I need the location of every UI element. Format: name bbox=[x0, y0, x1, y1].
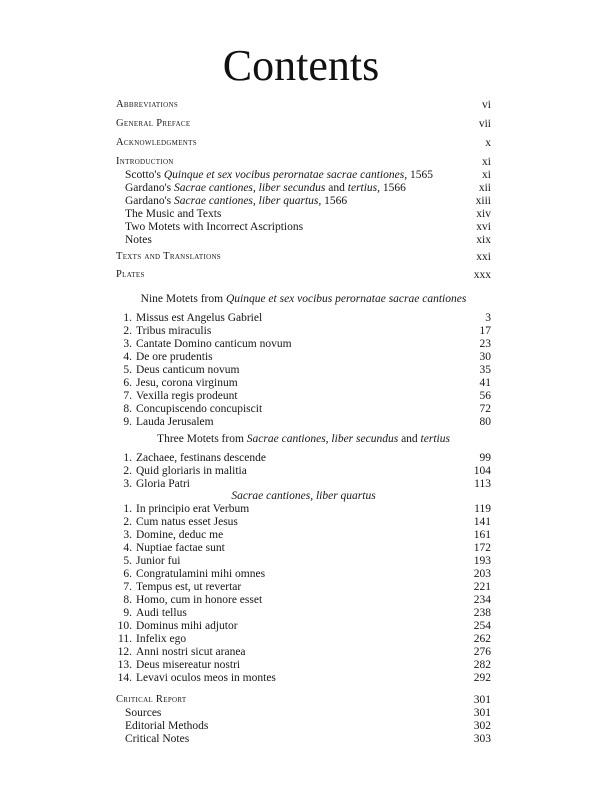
list-item: 1. Zachaee, festinans descende 99 bbox=[123, 452, 491, 464]
entry-page: xvi bbox=[476, 221, 491, 233]
entry-page: 301 bbox=[473, 694, 491, 706]
list-item: 13. Deus misereatur nostri 282 bbox=[117, 659, 491, 671]
toc-entry-plates bbox=[116, 268, 491, 282]
list-item: 8. Concupiscendo concupiscit 72 bbox=[123, 403, 491, 415]
list-item: 5. Junior fui 193 bbox=[123, 555, 491, 567]
entry-label: Introduction bbox=[116, 156, 174, 167]
entry-page: xxi bbox=[476, 251, 491, 263]
list-item: 2. Cum natus esset Jesus 141 bbox=[123, 516, 491, 528]
list-item: 4. Nuptiae factae sunt 172 bbox=[123, 542, 491, 554]
toc-subentry: Gardano's Sacrae cantiones, liber quartus, 1566 xiii bbox=[125, 195, 491, 207]
entry-label: Plates bbox=[116, 269, 145, 280]
list-item: 9. Lauda Jerusalem 80 bbox=[123, 416, 491, 428]
entry-label: Texts and Translations bbox=[116, 251, 221, 262]
entry-page: xiii bbox=[475, 195, 491, 207]
entry-page: xi bbox=[482, 169, 491, 181]
list-item: 5. Deus canticum novum 35 bbox=[123, 364, 491, 376]
list-item: 14. Levavi oculos meos in montes 292 bbox=[117, 672, 491, 684]
toc-subentry: Scotto's Quinque et sex vocibus perornatae sacrae cantiones, 1565 xi bbox=[125, 169, 491, 181]
list-item: 2. Tribus miraculis 17 bbox=[123, 325, 491, 337]
list-item: 10. Dominus mihi adjutor 254 bbox=[117, 620, 491, 632]
list-item: 6. Congratulamini mihi omnes 203 bbox=[123, 568, 491, 580]
toc-subentry: Two Motets with Incorrect Ascriptions xvi bbox=[125, 221, 491, 233]
entry-page: xix bbox=[476, 234, 491, 246]
list-item: 3. Cantate Domino canticum novum 23 bbox=[123, 338, 491, 350]
entry-label: Critical Report bbox=[116, 694, 187, 705]
list-item: 2. Quid gloriaris in malitia 104 bbox=[123, 465, 491, 477]
list-item: 7. Vexilla regis prodeunt 56 bbox=[123, 390, 491, 402]
list-item: 1. In principio erat Verbum 119 bbox=[123, 503, 491, 515]
list-item: 3. Domine, deduc me 161 bbox=[123, 529, 491, 541]
section-heading: Nine Motets from Quinque et sex vocibus perornatae sacrae cantiones bbox=[140, 293, 467, 305]
entry-page: xi bbox=[482, 156, 491, 168]
list-item: 8. Homo, cum in honore esset 234 bbox=[123, 594, 491, 606]
list-item: 6. Jesu, corona virginum 41 bbox=[123, 377, 491, 389]
entry-page: xxx bbox=[473, 269, 491, 281]
toc-subentry: Gardano's Sacrae cantiones, liber secundus and tertius, 1566 xii bbox=[125, 182, 491, 194]
section-heading: Three Motets from Sacrae cantiones, liber secundus and tertius bbox=[157, 433, 450, 445]
list-item: 3. Gloria Patri 113 bbox=[123, 478, 491, 490]
toc-entry-abbreviations bbox=[116, 98, 491, 112]
toc-entry-critical-report bbox=[116, 693, 491, 707]
entry-label: Acknowledgments bbox=[116, 137, 197, 148]
toc-entry-general-preface bbox=[116, 117, 491, 131]
entry-page: x bbox=[485, 137, 491, 149]
toc-subentry: Sources 301 bbox=[125, 707, 491, 719]
entry-page: xiv bbox=[476, 208, 491, 220]
entry-page: xii bbox=[478, 182, 491, 194]
list-item: 11. Infelix ego 262 bbox=[118, 633, 491, 645]
toc-subentry: The Music and Texts xiv bbox=[125, 208, 491, 220]
toc-subentry: Notes xix bbox=[125, 234, 491, 246]
list-item: 1. Missus est Angelus Gabriel 3 bbox=[123, 312, 491, 324]
toc-subentry: Critical Notes 303 bbox=[125, 733, 491, 745]
toc-entry-introduction bbox=[116, 155, 491, 169]
list-item: 12. Anni nostri sicut aranea 276 bbox=[117, 646, 491, 658]
toc-entry-texts-translations bbox=[116, 250, 491, 264]
page-title: Contents bbox=[222, 41, 380, 90]
entry-page: vi bbox=[482, 99, 491, 111]
list-item: 7. Tempus est, ut revertar 221 bbox=[123, 581, 491, 593]
toc-subentry: Editorial Methods 302 bbox=[125, 720, 491, 732]
section-heading: Sacrae cantiones, liber quartus bbox=[231, 490, 376, 502]
entry-page: vii bbox=[478, 118, 491, 130]
entry-label: General Preface bbox=[116, 118, 191, 129]
entry-label: Abbreviations bbox=[116, 99, 179, 110]
list-item: 9. Audi tellus 238 bbox=[123, 607, 491, 619]
list-item: 4. De ore prudentis 30 bbox=[123, 351, 491, 363]
toc-entry-acknowledgments bbox=[116, 136, 491, 150]
